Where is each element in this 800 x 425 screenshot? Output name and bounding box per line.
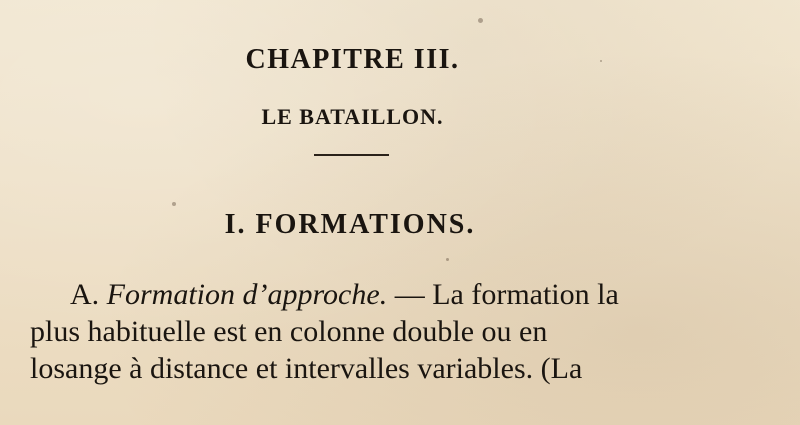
paragraph-line-1-text: — La formation la (387, 278, 619, 311)
paragraph-line-3: losange à distance et intervalles variables. (La (30, 352, 583, 385)
paragraph-italic-title: Formation d’approche. (106, 278, 388, 311)
paragraph-label: A. (70, 278, 100, 311)
paper-speck (478, 18, 483, 23)
paragraph-line-2: plus habituelle est en colonne double ou en (30, 315, 548, 348)
section-heading: I. FORMATIONS. (224, 209, 476, 240)
paper-speck (446, 258, 449, 261)
chapter-title: CHAPITRE III. (245, 44, 460, 75)
paragraph-line-1 (30, 276, 670, 313)
paper-speck (172, 202, 176, 206)
divider-rule (314, 154, 389, 156)
chapter-subtitle: LE BATAILLON. (261, 104, 444, 129)
body-paragraph (30, 276, 670, 387)
